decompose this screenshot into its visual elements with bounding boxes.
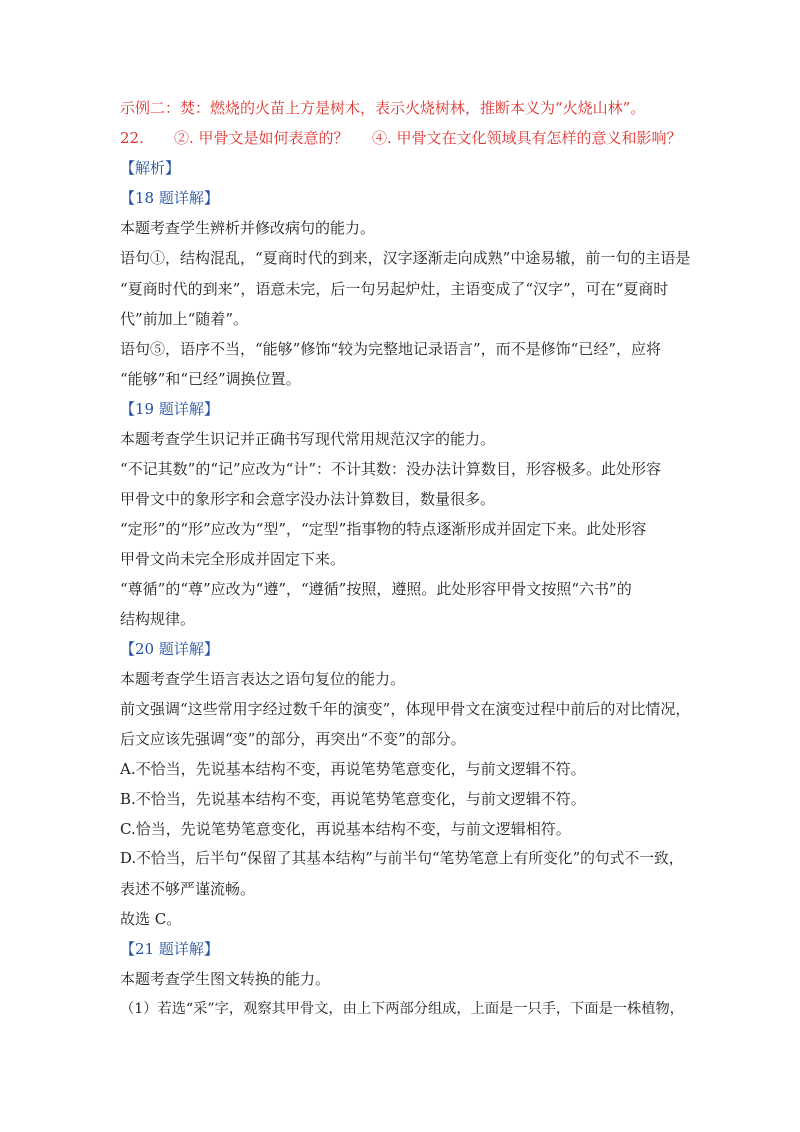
q20-line: 后文应该先强调“变”的部分，再突出“不变”的部分。 [120,730,466,748]
q18-line: “夏商时代的到来”，语意未完，后一句另起炉灶，主语变成了“汉字”，可在“夏商时 [120,280,669,298]
q18-line: 语句①，结构混乱，“夏商时代的到来，汉字逐渐走向成熟”中途易辙，前一句的主语是 [120,249,691,267]
q20-header: 【20 题详解】 [120,640,219,658]
q20-answer: 故选 C。 [120,910,182,928]
q22-item-4: ④. 甲骨文在文化领域具有怎样的意义和影响？ [372,129,682,147]
q18-line: 代”前加上“随着”。 [120,310,249,328]
q19-line: 甲骨文中的象形字和会意字没办法计算数目，数量很多。 [120,490,496,508]
q19-line: “尊循”的“尊”应改为“遵”，“遵循”按照，遵照。此处形容甲骨文按照“六书”的 [120,580,632,598]
q22-item-2: ②. 甲骨文是如何表意的？ [174,129,349,147]
q19-header: 【19 题详解】 [120,400,219,418]
q19-line: 本题考查学生识记并正确书写现代常用规范汉字的能力。 [120,430,496,448]
q20-line: 表述不够严谨流畅。 [120,880,256,898]
q18-line: 语句⑤，语序不当，“能够”修饰“较为完整地记录语言”，而不是修饰“已经”，应将 [120,340,662,358]
q21-line: （1）若选“采”字，观察其甲骨文，由上下两部分组成，上面是一只手，下面是一株植物， [120,1001,684,1017]
q18-line: “能够”和“已经”调换位置。 [120,370,301,388]
q19-line: 结构规律。 [120,610,196,628]
q20-option-d: D.不恰当，后半句“保留了其基本结构”与前半句“笔势笔意上有所变化”的句式不一致， [120,850,684,867]
q19-line: “定形”的“形”应改为“型”，“定型”指事物的特点逐渐形成并固定下来。此处形容 [120,520,647,538]
q18-header: 【18 题详解】 [120,189,219,207]
answer-q22 [120,128,690,148]
q20-line: 前文强调“这些常用字经过数千年的演变”，体现甲骨文在演变过程中前后的对比情况， [120,700,691,718]
q20-option-c: C.恰当，先说笔势笔意变化，再说基本结构不变，与前文逻辑相符。 [120,820,571,838]
q21-line: 本题考查学生图文转换的能力。 [120,970,331,988]
q19-line: 甲骨文尚未完全形成并固定下来。 [120,550,346,568]
q22-number: 22. [120,129,144,147]
q19-line: “不记其数”的“记”应改为“计”：不计其数：没办法计算数目，形容极多。此处形容 [120,460,662,478]
q18-line: 本题考查学生辨析并修改病句的能力。 [120,219,376,237]
q20-option-a: A.不恰当，先说基本结构不变，再说笔势笔意变化，与前文逻辑不符。 [120,760,586,778]
q20-line: 本题考查学生语言表达之语句复位的能力。 [120,670,406,688]
analysis-header: 【解析】 [120,159,181,177]
q21-header: 【21 题详解】 [120,940,219,958]
answer-example-2: 示例二：焚：燃烧的火苗上方是树木，表示火烧树林，推断本义为“火烧山林”。 [120,99,646,117]
q20-option-b: B.不恰当，先说基本结构不变，再说笔势笔意变化，与前文逻辑不符。 [120,790,586,808]
